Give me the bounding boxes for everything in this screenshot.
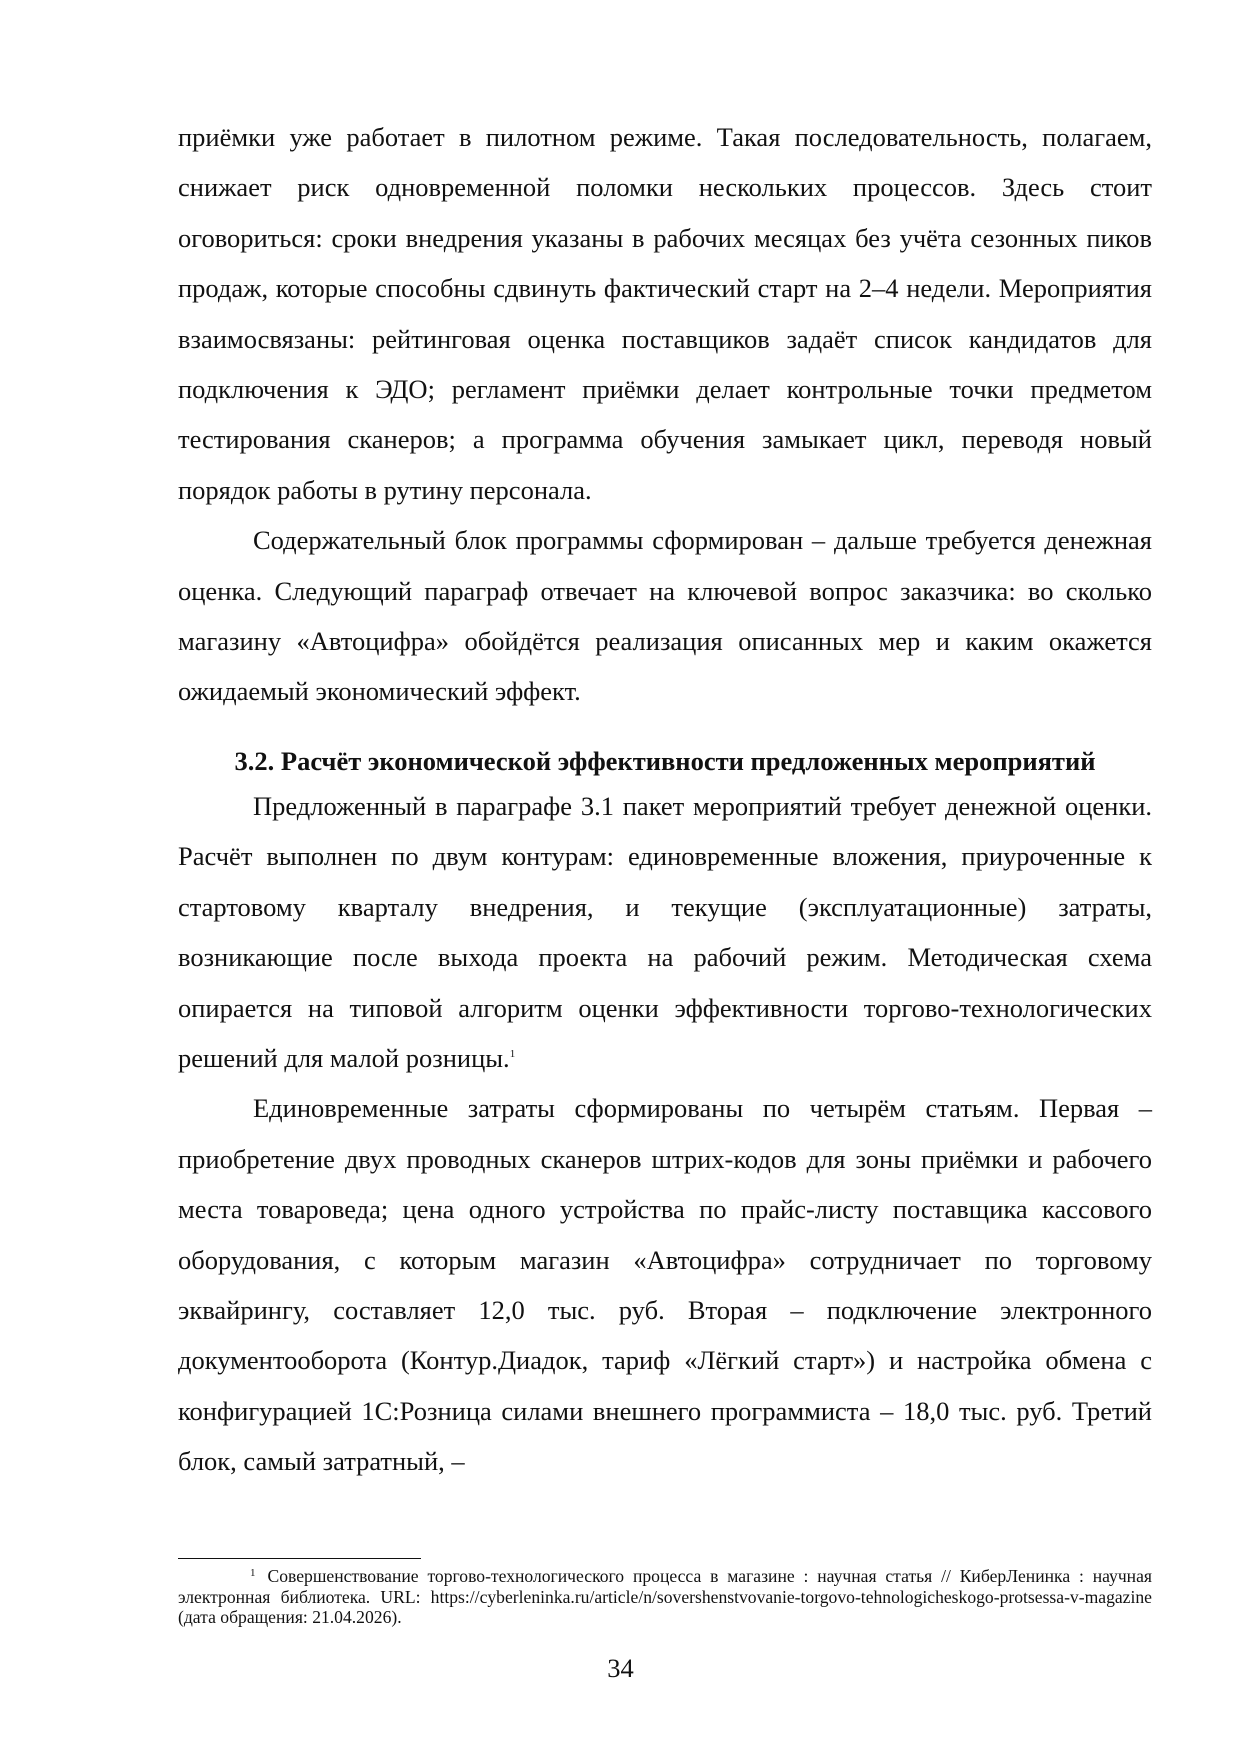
section-heading: 3.2. Расчёт экономической эффективности предложенных мероприятий bbox=[234, 745, 1096, 776]
page-number: 34 bbox=[607, 1653, 634, 1683]
paragraph-transition: Содержательный блок программы сформирован – дальше требуется денежная оценка. Следующий параграф отвечает на ключевой вопрос заказчика: во сколько магазину «Автоцифра» обойдётся реализация описанных мер и каким окажется ожидаемый экономический эффект. bbox=[178, 525, 1152, 707]
paragraph-continuation: приёмки уже работает в пилотном режиме. Такая последовательность, полагаем, снижает риск одновременной поломки нескольких процессов. Здесь стоит оговориться: сроки внедрения указаны в рабочих месяцах без учёта сезонных пиков продаж, которые способны сдвинуть фактический старт на 2–4 недели. Мероприятия взаимосвязаны: рейтинговая оценка поставщиков задаёт список кандидатов для подключения к ЭДО; регламент приёмки делает контрольные точки предметом тестирования сканеров; а программа обучения замыкает цикл, переводя новый порядок работы в рутину персонала. bbox=[178, 122, 1152, 505]
footnote-reference[interactable]: 1 bbox=[509, 1048, 516, 1061]
paragraph-intro-text: Предложенный в параграфе 3.1 пакет мероприятий требует денежной оценки. Расчёт выполнен по двум контурам: единовременные вложения, приуроченные к стартовому кварталу внедрения, и текущие (эксплуатационные) затраты, возникающие после выхода проекта на рабочий режим. Методическая схема опирается на типовой алгоритм оценки эффективности торгово-технологических решений для малой розницы. bbox=[178, 790, 1152, 1073]
paragraph-intro bbox=[178, 781, 1152, 1083]
footnote-text: Совершенствование торгово-технологического процесса в магазине : научная статья // КиберЛенинка : научная электронная библиотека. URL: https://cyberleninka.ru/article/n/sovershenstvovanie-torgovo-tehnologicheskogo-protsessa-v-magazine (дата обращения: 21.04.2026). bbox=[178, 1566, 1152, 1627]
footnote-marker: 1 bbox=[250, 1567, 256, 1579]
paragraph-costs: Единовременные затраты сформированы по четырём статьям. Первая – приобретение двух проводных сканеров штрих-кодов для зоны приёмки и рабочего места товароведа; цена одного устройства по прайс-листу поставщика кассового оборудования, с которым магазин «Автоцифра» сотрудничает по торговому эквайрингу, составляет 12,0 тыс. руб. Вторая – подключение электронного документооборота (Контур.Диадок, тариф «Лёгкий старт») и настройка обмена с конфигурацией 1С:Розница силами внешнего программиста – 18,0 тыс. руб. Третий блок, самый затратный, – bbox=[178, 1093, 1152, 1477]
footnote-separator bbox=[178, 1558, 421, 1559]
footnote bbox=[178, 1566, 1152, 1628]
body-text bbox=[178, 112, 1152, 1487]
